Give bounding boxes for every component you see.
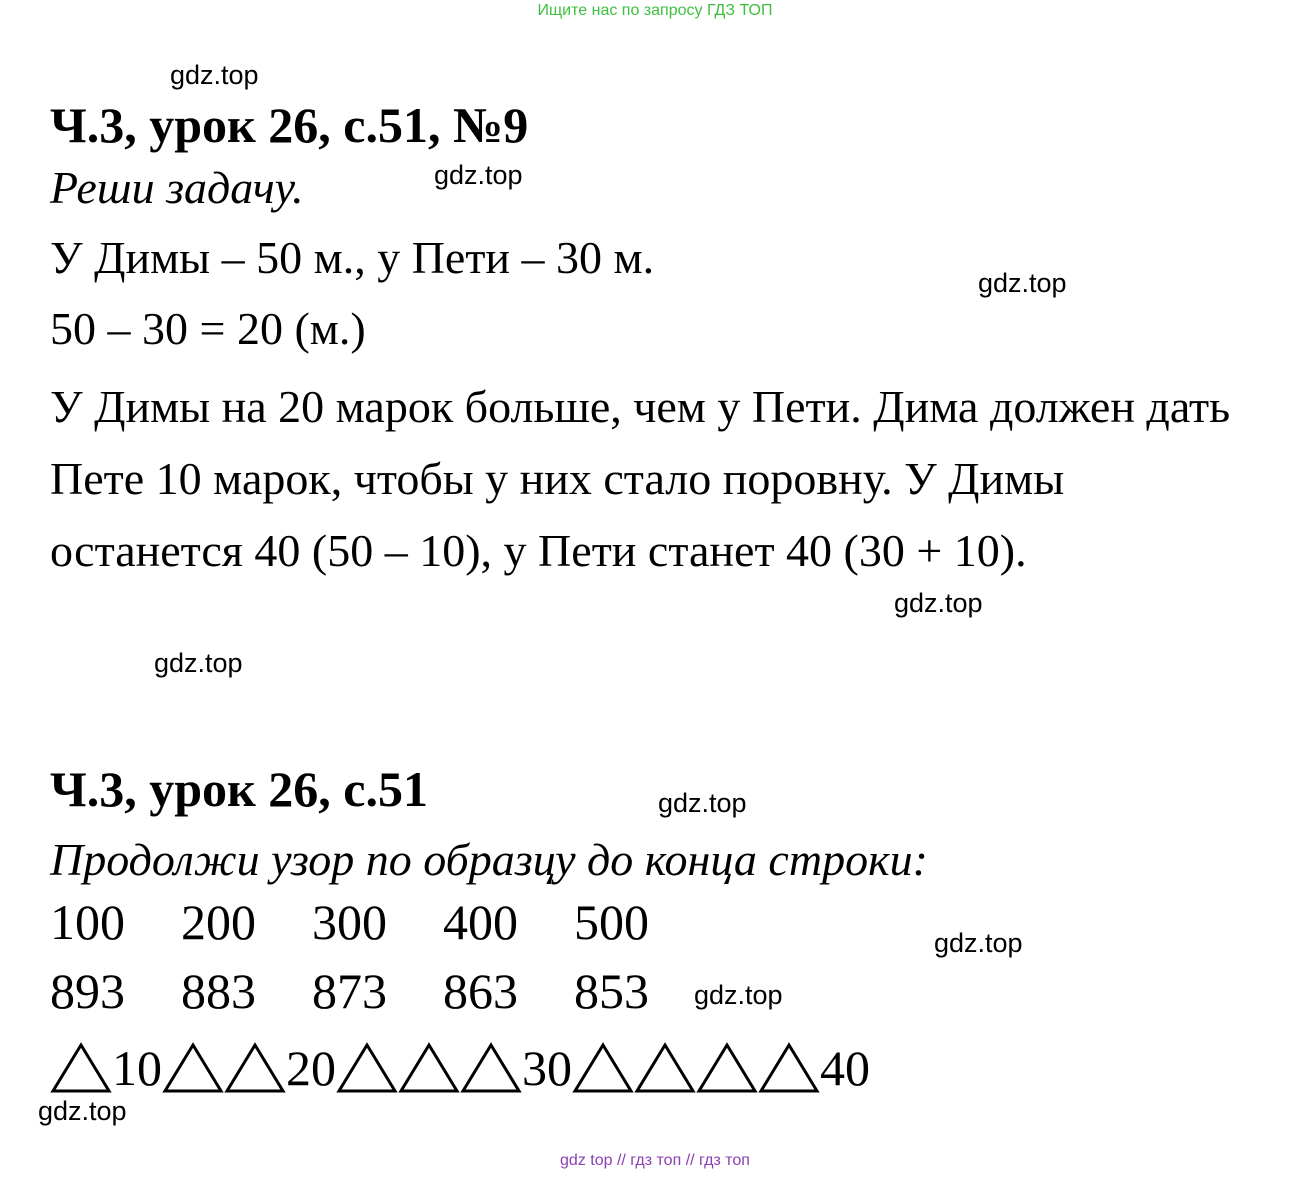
row1-number: 300 — [312, 894, 387, 950]
watermark: gdz.top — [38, 1096, 127, 1126]
triangle-shape — [696, 1042, 758, 1094]
triangle-pattern — [50, 1034, 870, 1094]
task1-heading: Ч.3, урок 26, с.51, №9 — [50, 97, 529, 153]
top-banner: Ищите нас по запросу ГДЗ ТОП — [537, 2, 773, 19]
watermark: gdz.top — [894, 588, 983, 618]
bottom-footer: gdz top // гдз топ // гдз топ — [560, 1152, 750, 1169]
task1-line2: 50 – 30 = 20 (м.) — [50, 303, 366, 354]
watermark: gdz.top — [694, 980, 783, 1010]
task1-line1: У Димы – 50 м., у Пети – 30 м. — [50, 232, 655, 283]
row2-number: 883 — [181, 963, 256, 1019]
row1-number: 100 — [50, 894, 125, 950]
pattern-number: 20 — [286, 1040, 336, 1096]
pattern-number: 10 — [112, 1040, 162, 1096]
number-row-2 — [50, 962, 705, 1020]
row2-number: 853 — [574, 963, 649, 1019]
row1-number: 400 — [443, 894, 518, 950]
triangle-shape — [758, 1042, 820, 1094]
pattern-number: 40 — [820, 1040, 870, 1096]
task2-heading: Ч.3, урок 26, с.51 — [50, 761, 429, 817]
watermark: gdz.top — [434, 160, 523, 190]
triangle-shape — [398, 1042, 460, 1094]
triangle-shape — [162, 1042, 224, 1094]
triangle-shape — [224, 1042, 286, 1094]
task1-instruction: Реши задачу. — [50, 162, 304, 213]
triangle-shape — [50, 1042, 112, 1094]
pattern-number: 30 — [522, 1040, 572, 1096]
row1-number: 200 — [181, 894, 256, 950]
triangle-shape — [460, 1042, 522, 1094]
triangle-shape — [572, 1042, 634, 1094]
watermark: gdz.top — [170, 60, 259, 90]
watermark: gdz.top — [154, 648, 243, 678]
triangle-shape — [336, 1042, 398, 1094]
watermark: gdz.top — [658, 788, 747, 818]
task2-instruction: Продолжи узор по образцу до конца строки: — [50, 834, 928, 885]
triangle-shape — [634, 1042, 696, 1094]
row2-number: 863 — [443, 963, 518, 1019]
row2-number: 873 — [312, 963, 387, 1019]
row1-number: 500 — [574, 894, 649, 950]
row2-number: 893 — [50, 963, 125, 1019]
number-row-1 — [50, 893, 705, 951]
task1-answer: У Димы на 20 марок больше, чем у Пети. Дима должен дать Пете 10 марок, чтобы у них стало поровну. У Димы останется 40 (50 – 10), у Пети станет 40 (30 + 10). — [50, 381, 1231, 576]
watermark: gdz.top — [934, 928, 1023, 958]
watermark: gdz.top — [978, 268, 1067, 298]
